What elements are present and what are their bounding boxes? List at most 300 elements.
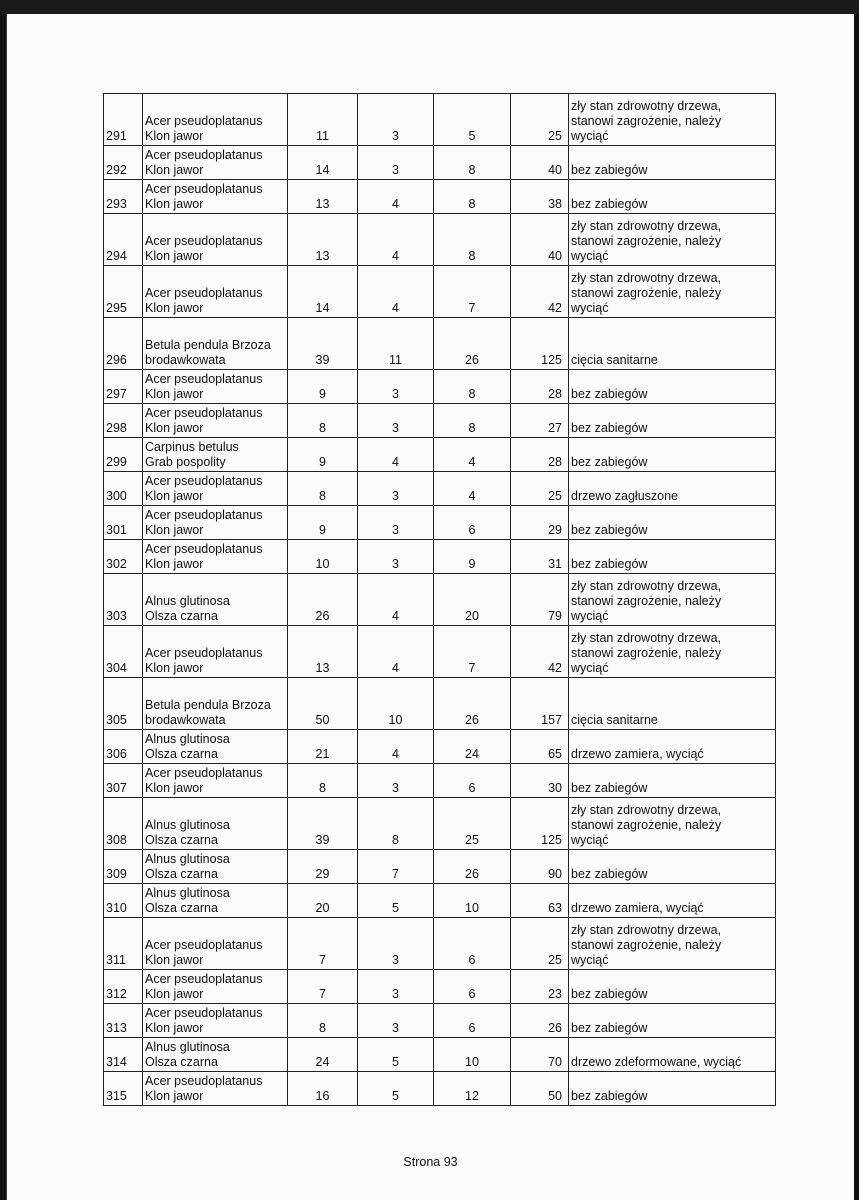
value-c-cell [434, 574, 511, 626]
value-d: 27 [548, 421, 562, 435]
remark-line: bez zabiegów [571, 523, 648, 537]
species-cell [143, 146, 288, 180]
remarks-cell [569, 472, 776, 506]
species-polish: Klon jawor [145, 489, 204, 503]
value-b: 3 [392, 987, 399, 1001]
value-b-cell [358, 1038, 434, 1072]
value-c-cell [434, 506, 511, 540]
species-polish: Klon jawor [145, 421, 204, 435]
value-a-cell [288, 318, 358, 370]
value-d-cell [511, 506, 569, 540]
value-c-cell [434, 146, 511, 180]
value-b: 10 [388, 713, 403, 727]
value-c-cell [434, 626, 511, 678]
species-latin: Acer pseudoplatanus [145, 938, 263, 952]
row-number: 292 [106, 163, 127, 177]
species-polish: Klon jawor [145, 781, 204, 795]
remark-line: zły stan zdrowotny drzewa, [571, 631, 722, 645]
row-number-cell [104, 884, 143, 918]
value-d: 28 [548, 455, 562, 469]
value-c-cell [434, 94, 511, 146]
value-b-cell [358, 472, 434, 506]
value-c-cell [434, 730, 511, 764]
remarks-cell [569, 798, 776, 850]
value-a: 21 [315, 747, 330, 761]
remarks-cell [569, 730, 776, 764]
value-a-cell [288, 918, 358, 970]
species-latin: Acer pseudoplatanus [145, 114, 263, 128]
species-latin: Acer pseudoplatanus [145, 234, 263, 248]
value-b-cell [358, 438, 434, 472]
value-a-cell [288, 214, 358, 266]
row-number-cell [104, 472, 143, 506]
value-a-cell [288, 94, 358, 146]
species-polish: Klon jawor [145, 661, 204, 675]
remarks-cell [569, 370, 776, 404]
remark-line: bez zabiegów [571, 1021, 648, 1035]
value-d-cell [511, 1072, 569, 1106]
table-row [104, 318, 776, 370]
table-row [104, 266, 776, 318]
row-number: 299 [106, 455, 127, 469]
table-row [104, 540, 776, 574]
value-c: 7 [468, 661, 476, 675]
value-a-cell [288, 626, 358, 678]
species-polish: Olsza czarna [145, 901, 218, 915]
value-d-cell [511, 574, 569, 626]
value-a-cell [288, 1004, 358, 1038]
remark-line: bez zabiegów [571, 197, 648, 211]
remark-line: zły stan zdrowotny drzewa, [571, 803, 722, 817]
value-d-cell [511, 1004, 569, 1038]
value-c-cell [434, 266, 511, 318]
row-number: 302 [106, 557, 127, 571]
row-number-cell [104, 370, 143, 404]
row-number: 304 [106, 661, 127, 675]
row-number: 305 [106, 713, 127, 727]
value-c: 6 [468, 987, 476, 1001]
species-polish: brodawkowata [145, 353, 226, 367]
value-a: 8 [319, 489, 326, 503]
value-a-cell [288, 438, 358, 472]
remarks-cell [569, 1004, 776, 1038]
value-a-cell [288, 540, 358, 574]
row-number-cell [104, 94, 143, 146]
value-d-cell [511, 540, 569, 574]
value-a: 20 [315, 901, 330, 915]
value-c: 6 [468, 781, 476, 795]
value-b-cell [358, 678, 434, 730]
tree-inventory-table [103, 93, 776, 1106]
value-b: 5 [392, 1055, 399, 1069]
value-b: 3 [392, 129, 399, 143]
value-d-cell [511, 472, 569, 506]
row-number: 314 [106, 1055, 127, 1069]
value-d-cell [511, 850, 569, 884]
value-d-cell [511, 884, 569, 918]
document-page [6, 14, 854, 1200]
table-row [104, 764, 776, 798]
value-b: 3 [392, 489, 399, 503]
value-d: 38 [548, 197, 562, 211]
species-polish: Klon jawor [145, 163, 204, 177]
species-cell [143, 180, 288, 214]
row-number: 307 [106, 781, 127, 795]
value-a-cell [288, 764, 358, 798]
row-number-cell [104, 1072, 143, 1106]
row-number: 295 [106, 301, 127, 315]
species-cell [143, 438, 288, 472]
remarks-cell [569, 266, 776, 318]
remark-line: bez zabiegów [571, 557, 648, 571]
value-c: 4 [468, 455, 476, 469]
species-latin: Acer pseudoplatanus [145, 542, 263, 556]
row-number-cell [104, 970, 143, 1004]
value-c-cell [434, 798, 511, 850]
value-a: 16 [315, 1089, 330, 1103]
value-c-cell [434, 764, 511, 798]
row-number: 303 [106, 609, 127, 623]
value-a-cell [288, 1072, 358, 1106]
remark-line: drzewo zdeformowane, wyciąć [571, 1055, 742, 1069]
value-a-cell [288, 370, 358, 404]
row-number: 308 [106, 833, 127, 847]
remarks-cell [569, 540, 776, 574]
remark-line: wyciąć [571, 301, 609, 315]
species-cell [143, 1004, 288, 1038]
value-a: 39 [315, 353, 330, 367]
value-a: 9 [319, 455, 326, 469]
value-b-cell [358, 506, 434, 540]
remark-line: zły stan zdrowotny drzewa, [571, 923, 722, 937]
value-b: 3 [392, 421, 399, 435]
row-number-cell [104, 626, 143, 678]
value-b: 3 [392, 387, 399, 401]
table-row [104, 850, 776, 884]
remark-line: bez zabiegów [571, 387, 648, 401]
table-row [104, 730, 776, 764]
table-row [104, 626, 776, 678]
table-row [104, 214, 776, 266]
value-d: 29 [548, 523, 562, 537]
row-number: 301 [106, 523, 127, 537]
value-b-cell [358, 798, 434, 850]
table-row [104, 1004, 776, 1038]
row-number: 309 [106, 867, 127, 881]
species-cell [143, 970, 288, 1004]
value-d-cell [511, 730, 569, 764]
row-number-cell [104, 678, 143, 730]
value-d-cell [511, 626, 569, 678]
species-latin: Acer pseudoplatanus [145, 286, 263, 300]
species-cell [143, 918, 288, 970]
page-number: Strona 93 [403, 1155, 458, 1169]
species-cell [143, 1072, 288, 1106]
remark-line: bez zabiegów [571, 987, 648, 1001]
value-b: 4 [392, 301, 399, 315]
value-d-cell [511, 214, 569, 266]
value-c: 26 [465, 353, 479, 367]
species-cell [143, 626, 288, 678]
value-d: 40 [548, 249, 562, 263]
value-c: 6 [468, 953, 476, 967]
species-cell [143, 884, 288, 918]
species-latin: Betula pendula Brzoza [145, 338, 271, 352]
row-number: 293 [106, 197, 127, 211]
value-b: 4 [392, 661, 399, 675]
value-b-cell [358, 884, 434, 918]
value-d: 40 [548, 163, 562, 177]
species-latin: Alnus glutinosa [145, 886, 230, 900]
species-cell [143, 94, 288, 146]
table-row [104, 94, 776, 146]
species-polish: Grab pospolity [145, 455, 226, 469]
value-b: 3 [392, 781, 399, 795]
value-a: 13 [315, 661, 330, 675]
value-b: 4 [392, 747, 399, 761]
value-d: 63 [548, 901, 562, 915]
remarks-cell [569, 574, 776, 626]
value-b: 3 [392, 953, 399, 967]
value-d-cell [511, 404, 569, 438]
value-a: 29 [315, 867, 330, 881]
table-row [104, 678, 776, 730]
value-d: 28 [548, 387, 562, 401]
value-d: 25 [548, 129, 562, 143]
species-cell [143, 506, 288, 540]
value-c: 10 [465, 901, 479, 915]
value-b: 3 [392, 557, 399, 571]
value-b: 7 [392, 867, 399, 881]
species-latin: Acer pseudoplatanus [145, 372, 263, 386]
remark-line: stanowi zagrożenie, należy [571, 646, 722, 660]
value-b: 4 [392, 609, 399, 623]
value-d: 23 [548, 987, 562, 1001]
value-a: 9 [319, 387, 326, 401]
row-number: 291 [106, 129, 127, 143]
species-latin: Acer pseudoplatanus [145, 646, 263, 660]
species-polish: brodawkowata [145, 713, 226, 727]
species-latin: Acer pseudoplatanus [145, 972, 263, 986]
value-d-cell [511, 438, 569, 472]
value-c-cell [434, 850, 511, 884]
remark-line: wyciąć [571, 661, 609, 675]
table-row [104, 404, 776, 438]
row-number: 313 [106, 1021, 127, 1035]
value-a-cell [288, 146, 358, 180]
value-a: 10 [315, 557, 330, 571]
species-polish: Klon jawor [145, 523, 204, 537]
species-latin: Acer pseudoplatanus [145, 1074, 263, 1088]
value-a: 11 [316, 129, 329, 143]
species-cell [143, 798, 288, 850]
value-c: 20 [465, 609, 479, 623]
table-row [104, 180, 776, 214]
remark-line: stanowi zagrożenie, należy [571, 594, 722, 608]
value-d: 65 [548, 747, 562, 761]
species-cell [143, 404, 288, 438]
table-row [104, 918, 776, 970]
value-b-cell [358, 730, 434, 764]
species-latin: Alnus glutinosa [145, 594, 230, 608]
row-number: 296 [106, 353, 127, 367]
value-b-cell [358, 180, 434, 214]
value-d-cell [511, 266, 569, 318]
species-polish: Olsza czarna [145, 867, 218, 881]
value-a: 8 [319, 1021, 326, 1035]
value-d: 42 [548, 301, 562, 315]
remark-line: stanowi zagrożenie, należy [571, 234, 722, 248]
value-c: 8 [468, 197, 476, 211]
species-polish: Klon jawor [145, 1021, 204, 1035]
value-b: 5 [392, 901, 399, 915]
value-d: 125 [541, 833, 562, 847]
value-d: 125 [541, 353, 562, 367]
remark-line: drzewo zagłuszone [571, 489, 679, 503]
species-cell [143, 540, 288, 574]
value-b-cell [358, 764, 434, 798]
value-d: 42 [548, 661, 562, 675]
value-a: 39 [315, 833, 330, 847]
remark-line: stanowi zagrożenie, należy [571, 818, 722, 832]
remarks-cell [569, 626, 776, 678]
remark-line: bez zabiegów [571, 455, 648, 469]
value-c: 7 [468, 301, 476, 315]
species-latin: Betula pendula Brzoza [145, 698, 271, 712]
value-b-cell [358, 146, 434, 180]
value-b: 4 [392, 197, 399, 211]
table-row [104, 798, 776, 850]
remark-line: cięcia sanitarne [571, 353, 658, 367]
value-c: 26 [465, 867, 479, 881]
value-a-cell [288, 1038, 358, 1072]
value-c-cell [434, 1038, 511, 1072]
value-a-cell [288, 884, 358, 918]
row-number-cell [104, 1004, 143, 1038]
value-a-cell [288, 970, 358, 1004]
scan-border [0, 0, 859, 14]
value-a-cell [288, 266, 358, 318]
value-b: 3 [392, 1021, 399, 1035]
value-b: 4 [392, 455, 399, 469]
table-row [104, 1038, 776, 1072]
value-c-cell [434, 1072, 511, 1106]
remark-line: zły stan zdrowotny drzewa, [571, 219, 722, 233]
value-b: 4 [392, 249, 399, 263]
remarks-cell [569, 438, 776, 472]
species-latin: Acer pseudoplatanus [145, 508, 263, 522]
row-number-cell [104, 764, 143, 798]
value-c: 5 [468, 129, 476, 143]
value-c-cell [434, 438, 511, 472]
value-a: 50 [315, 713, 330, 727]
value-a: 8 [319, 421, 326, 435]
row-number-cell [104, 404, 143, 438]
value-d: 70 [548, 1055, 562, 1069]
value-c: 10 [465, 1055, 479, 1069]
remark-line: wyciąć [571, 129, 609, 143]
species-latin: Alnus glutinosa [145, 1040, 230, 1054]
value-b-cell [358, 94, 434, 146]
value-d-cell [511, 970, 569, 1004]
value-a-cell [288, 180, 358, 214]
value-c-cell [434, 1004, 511, 1038]
species-cell [143, 574, 288, 626]
value-a-cell [288, 574, 358, 626]
row-number-cell [104, 506, 143, 540]
remark-line: bez zabiegów [571, 867, 648, 881]
value-a-cell [288, 404, 358, 438]
species-polish: Olsza czarna [145, 1055, 218, 1069]
value-c: 8 [468, 163, 476, 177]
row-number: 297 [106, 387, 127, 401]
table-row [104, 146, 776, 180]
value-a-cell [288, 678, 358, 730]
value-c: 8 [468, 421, 476, 435]
row-number: 306 [106, 747, 127, 761]
value-a-cell [288, 798, 358, 850]
value-a: 26 [315, 609, 330, 623]
row-number: 315 [106, 1089, 127, 1103]
species-cell [143, 370, 288, 404]
species-cell [143, 730, 288, 764]
remark-line: drzewo zamiera, wyciąć [571, 901, 704, 915]
value-c: 8 [468, 387, 476, 401]
value-b: 8 [392, 833, 399, 847]
value-c-cell [434, 214, 511, 266]
value-b-cell [358, 370, 434, 404]
value-b-cell [358, 318, 434, 370]
row-number-cell [104, 1038, 143, 1072]
value-d-cell [511, 180, 569, 214]
row-number-cell [104, 918, 143, 970]
table-row [104, 574, 776, 626]
species-polish: Olsza czarna [145, 609, 218, 623]
value-b-cell [358, 266, 434, 318]
row-number-cell [104, 214, 143, 266]
value-a: 8 [319, 781, 326, 795]
table-row [104, 472, 776, 506]
row-number: 294 [106, 249, 127, 263]
value-b: 3 [392, 163, 399, 177]
value-a-cell [288, 730, 358, 764]
value-c: 8 [468, 249, 476, 263]
value-a: 13 [315, 249, 330, 263]
species-cell [143, 472, 288, 506]
value-d-cell [511, 678, 569, 730]
row-number-cell [104, 850, 143, 884]
row-number-cell [104, 266, 143, 318]
remark-line: bez zabiegów [571, 163, 648, 177]
row-number-cell [104, 180, 143, 214]
value-b-cell [358, 970, 434, 1004]
remarks-cell [569, 94, 776, 146]
value-d-cell [511, 318, 569, 370]
remarks-cell [569, 506, 776, 540]
row-number: 311 [106, 953, 126, 967]
species-latin: Carpinus betulus [145, 440, 239, 454]
value-a: 24 [315, 1055, 330, 1069]
remarks-cell [569, 918, 776, 970]
remark-line: wyciąć [571, 953, 609, 967]
value-c-cell [434, 472, 511, 506]
species-latin: Acer pseudoplatanus [145, 406, 263, 420]
row-number-cell [104, 146, 143, 180]
value-a-cell [288, 472, 358, 506]
value-b-cell [358, 574, 434, 626]
value-d-cell [511, 146, 569, 180]
remark-line: wyciąć [571, 609, 609, 623]
